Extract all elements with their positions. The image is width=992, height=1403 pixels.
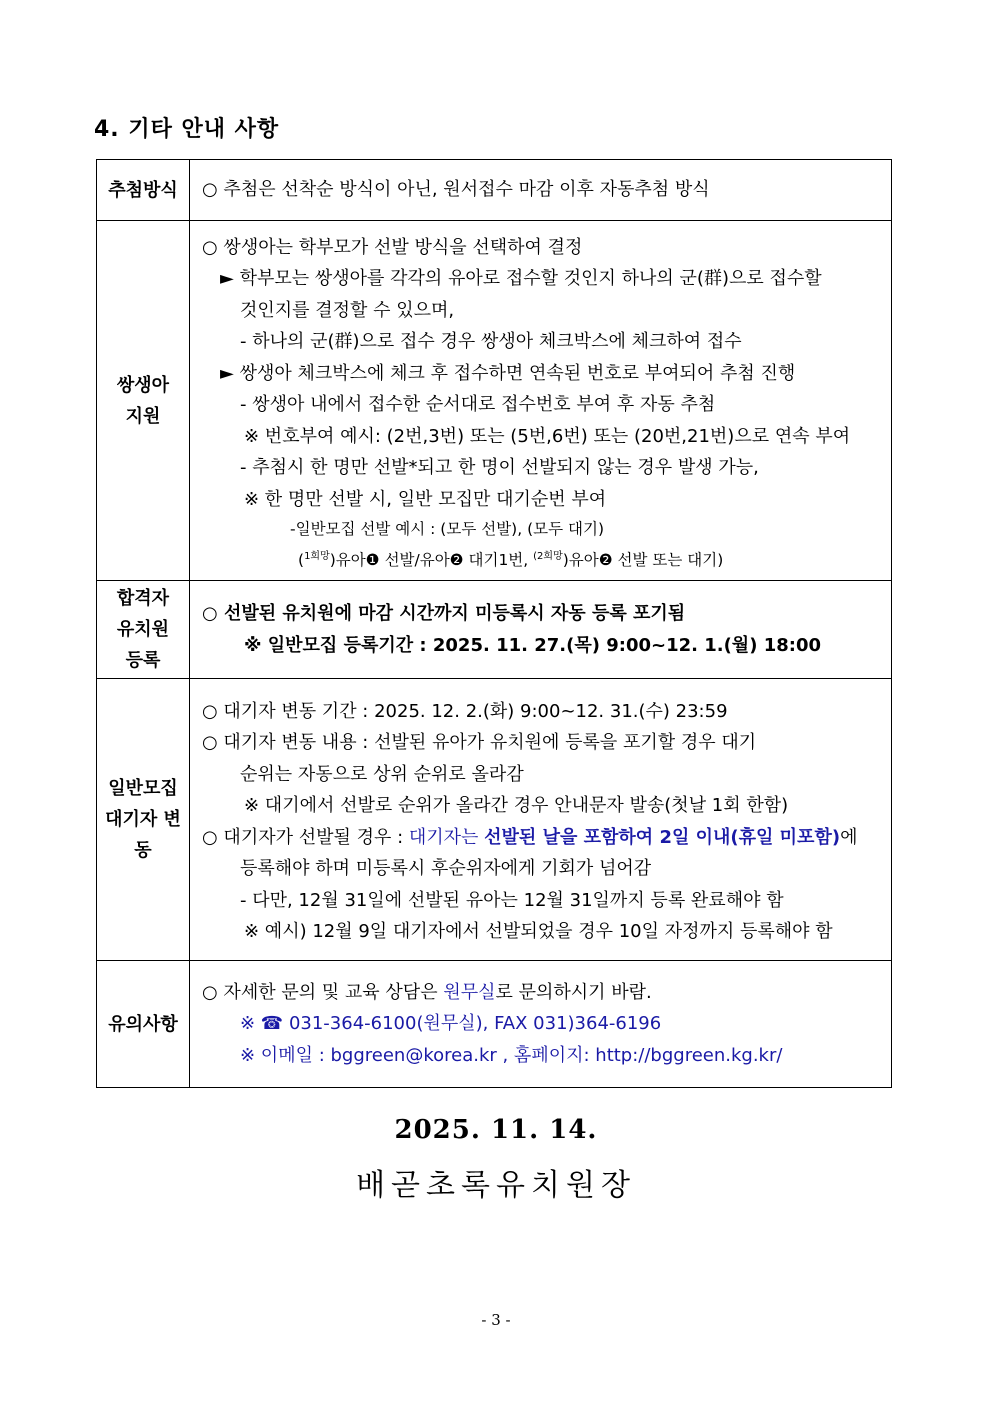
phone-line: ※ ☎ 031-364-6100(원무실), FAX 031)364-6196 xyxy=(240,1013,662,1035)
text-line xyxy=(202,543,887,571)
row-notes xyxy=(97,961,892,1088)
text-line: ※ 번호부여 예시: (2번,3번) 또는 (5번,6번) 또는 (20번,21번)으로 연속 부여 xyxy=(244,425,851,447)
label-registration-text: 합격자 유치원 등록 xyxy=(116,588,170,671)
text-line: ○ 쌍생아는 학부모가 선발 방식을 선택하여 결정 xyxy=(202,236,583,258)
text-span: )유아❶ 선발/유아❷ 대기1번, xyxy=(329,551,534,570)
label-twins-text: 쌍생아 지원 xyxy=(116,374,170,427)
text-line: 것인지를 결정할 수 있으며, xyxy=(240,299,455,321)
text-line: ※ 대기에서 선발로 순위가 올라간 경우 안내문자 발송(첫날 1회 한함) xyxy=(244,795,789,816)
text-line: ※ 일반모집 등록기간 : 2025. 11. 27.(목) 9:00~12. 1.(월) 18:00 xyxy=(244,634,821,656)
text-line: -일반모집 선발 예시 : (모두 선발), (모두 대기) xyxy=(290,520,604,539)
row-twins xyxy=(97,221,892,581)
text-line: - 다만, 12월 31일에 선발된 유아는 12월 31일까지 등록 완료해야 함 xyxy=(240,889,784,911)
label-waitlist-text: 일반모집 대기자 변동 xyxy=(105,778,181,861)
content-notes xyxy=(190,961,892,1088)
text-line: ○ 대기자 변동 기간 : 2025. 12. 2.(화) 9:00~12. 31.(수) 23:59 xyxy=(202,700,728,722)
text-line: ► 쌍생아 체크박스에 체크 후 접수하면 연속된 번호로 부여되어 추첨 진행 xyxy=(220,362,796,384)
label-notes: 유의사항 xyxy=(97,961,190,1088)
section-heading: 4. 기타 안내 사항 xyxy=(94,117,280,142)
text-line: 등록해야 하며 미등록시 후순위자에게 기회가 넘어감 xyxy=(240,858,652,879)
email-text: ※ 이메일 : bggreen@korea.kr , 홈페이지: xyxy=(240,1044,596,1066)
text-line xyxy=(202,1040,887,1072)
text-line: ○ 대기자 변동 내용 : 선발된 유아가 유치원에 등록을 포기할 경우 대기 xyxy=(202,732,757,753)
text-span: ( xyxy=(298,551,305,570)
text-line: - 추첨시 한 명만 선발*되고 한 명이 선발되지 않는 경우 발생 가능, xyxy=(240,457,759,479)
text-span: )유아❷ 선발 또는 대기) xyxy=(562,551,724,570)
document-date: 2025. 11. 14. xyxy=(394,1115,598,1145)
text-line: ※ 한 명만 선발 시, 일반 모집만 대기순번 부여 xyxy=(244,488,607,510)
text-line: ► 학부모는 쌍생아를 각각의 유아로 접수할 것인지 하나의 군(群)으로 접수할 xyxy=(220,268,822,290)
label-waitlist xyxy=(97,679,190,961)
emphasis-text: 선발된 날을 포함하여 2일 이내(휴일 미포함) xyxy=(484,826,841,848)
superscript: (2희망 xyxy=(533,551,563,563)
office-link: 원무실 xyxy=(443,981,496,1003)
text-line: ○ 선발된 유치원에 마감 시간까지 미등록시 자동 등록 포기됨 xyxy=(202,603,686,624)
text-span: 에 xyxy=(840,826,858,848)
text-line: - 하나의 군(群)으로 접수 경우 쌍생아 체크박스에 체크하여 접수 xyxy=(240,331,742,353)
text-span: 대기자는 xyxy=(408,826,485,848)
text-line: 순위는 자동으로 상위 순위로 올라감 xyxy=(240,763,524,785)
superscript: 1희망 xyxy=(304,551,330,563)
text-span: ○ 자세한 문의 및 교육 상담은 xyxy=(202,981,444,1003)
text-line: - 쌍생아 내에서 접수한 순서대로 접수번호 부여 후 자동 추첨 xyxy=(240,394,716,416)
content-lottery xyxy=(190,160,892,221)
label-twins xyxy=(97,221,190,581)
signer-name: 배곧초록유치원장 xyxy=(356,1168,636,1203)
content-waitlist xyxy=(190,679,892,961)
text-line: ○ 추첨은 선착순 방식이 아닌, 원서접수 마감 이후 자동추첨 방식 xyxy=(202,179,710,201)
row-waitlist xyxy=(97,679,892,961)
content-twins xyxy=(190,221,892,581)
row-registration xyxy=(97,581,892,679)
label-lottery: 추첨방식 xyxy=(97,160,190,221)
info-table xyxy=(96,159,892,1088)
text-line: ※ 예시) 12월 9일 대기자에서 선발되었을 경우 10일 자정까지 등록해야 함 xyxy=(244,921,833,942)
text-span: ○ 대기자가 선발될 경우 : xyxy=(202,826,409,848)
content-registration xyxy=(190,581,892,679)
page-number: - 3 - xyxy=(481,1311,511,1329)
text-span: 로 문의하시기 바람. xyxy=(495,981,652,1003)
text-line xyxy=(202,822,887,854)
text-line xyxy=(202,977,887,1009)
label-registration xyxy=(97,581,190,679)
homepage-link[interactable]: http://bggreen.kg.kr/ xyxy=(595,1044,783,1066)
row-lottery xyxy=(97,160,892,221)
